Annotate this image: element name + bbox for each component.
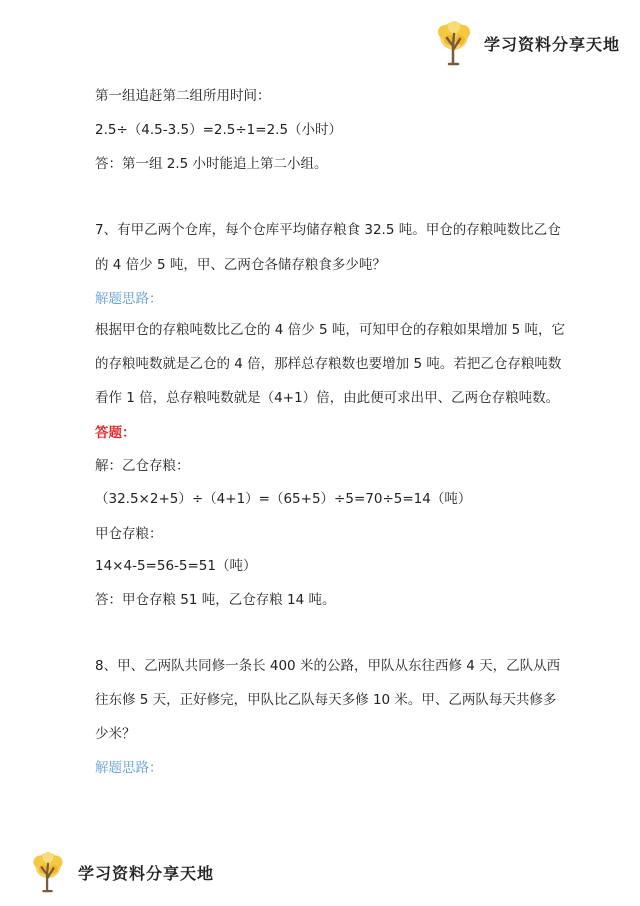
text-line: 2.5÷（4.5-3.5）=2.5÷1=2.5（小时）	[95, 122, 343, 138]
question-line: 少米？	[95, 726, 136, 742]
text-line: 答：第一组 2.5 小时能追上第二小组。	[95, 156, 328, 172]
tree-icon	[432, 20, 476, 66]
question-line: 往东修 5 天，正好修完，甲队比乙队每天多修 10 米。甲、乙两队每天共修多	[95, 692, 557, 708]
question-line: 的 4 倍少 5 吨，甲、乙两仓各储存粮食多少吨？	[95, 257, 386, 273]
answer-heading: 答题：	[95, 425, 136, 441]
text-line: 第一组追赶第二组所用时间：	[95, 88, 271, 104]
question-line: 7、有甲乙两个仓库，每个仓库平均储存粮食 32.5 吨。甲仓的存粮吨数比乙仓	[95, 222, 561, 238]
text-line: 根据甲仓的存粮吨数比乙仓的 4 倍少 5 吨，可知甲仓的存粮如果增加 5 吨，它	[95, 322, 566, 338]
hint-heading: 解题思路：	[95, 760, 163, 776]
header-brand-name: 学习资料分享天地	[483, 34, 620, 54]
formula-line: （32.5×2+5）÷（4+1）=（65+5）÷5=70÷5=14（吨）	[95, 491, 472, 507]
text-line: 的存粮吨数就是乙仓的 4 倍，那样总存粮数也要增加 5 吨。若把乙仓存粮吨数	[95, 356, 562, 372]
text-line: 看作 1 倍，总存粮吨数就是（4+1）倍，由此便可求出甲、乙两仓存粮吨数。	[95, 390, 560, 406]
text-line: 甲仓存粮：	[95, 526, 163, 542]
footer-brand-name: 学习资料分享天地	[78, 863, 215, 883]
question-line: 8、甲、乙两队共同修一条长 400 米的公路，甲队从东往西修 4 天，乙队从西	[95, 658, 561, 674]
formula-line: 14×4-5=56-5=51（吨）	[95, 558, 257, 574]
tree-icon	[28, 850, 68, 894]
header-brand	[432, 20, 620, 66]
text-line: 解：乙仓存粮：	[95, 458, 190, 474]
text-line: 答：甲仓存粮 51 吨，乙仓存粮 14 吨。	[95, 592, 336, 608]
footer-brand	[28, 850, 214, 894]
hint-heading: 解题思路：	[95, 291, 163, 307]
